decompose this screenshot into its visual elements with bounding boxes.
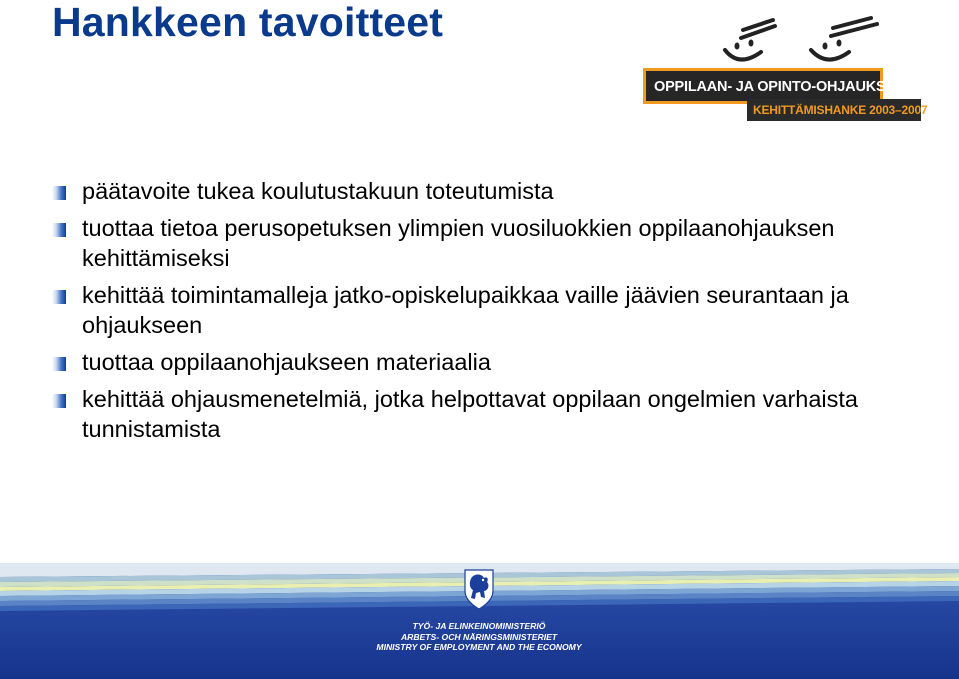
list-item [52, 347, 912, 377]
list-item [52, 384, 912, 444]
project-logo [643, 10, 928, 122]
list-item-text: tuottaa tietoa perusopetuksen ylimpien vuosiluokkien oppilaanohjauksen kehittämiseksi [82, 215, 835, 271]
ministry-name-sv: ARBETS- OCH NÄRINGSMINISTERIET [400, 631, 558, 642]
list-item [52, 176, 912, 206]
list-item [52, 280, 912, 340]
list-item-text: päätavoite tukea koulutustakuun toteutumista [82, 178, 554, 204]
logo-line1: OPPILAAN- JA OPINTO-OHJAUKSEN [654, 79, 906, 95]
logo-line2: KEHITTÄMISHANKE 2003–2007 [753, 103, 928, 117]
logo-subbanner [747, 99, 928, 121]
slide-title: Hankkeen tavoitteet [52, 0, 444, 45]
gradient-square-bullet-icon [52, 394, 66, 408]
gradient-square-bullet-icon [52, 357, 66, 371]
ministry-name [373, 621, 585, 653]
smiling-faces-icon [721, 12, 891, 68]
list-item [52, 213, 912, 273]
ministry-name-en: MINISTRY OF EMPLOYMENT AND THE ECONOMY [376, 642, 582, 652]
finnish-lion-emblem-icon [462, 567, 496, 611]
ministry-footer [0, 563, 959, 679]
gradient-square-bullet-icon [52, 223, 66, 237]
list-item-text: tuottaa oppilaanohjaukseen materiaalia [82, 349, 491, 375]
gradient-square-bullet-icon [52, 186, 66, 200]
ministry-name-fi: TYÖ- JA ELINKEINOMINISTERIÖ [412, 621, 546, 631]
goal-list [52, 176, 912, 451]
gradient-square-bullet-icon [52, 290, 66, 304]
list-item-text: kehittää toimintamalleja jatko-opiskelupaikkaa vaille jäävien seurantaan ja ohjaukseen [82, 282, 849, 338]
list-item-text: kehittää ohjausmenetelmiä, jotka helpottavat oppilaan ongelmien varhaista tunnistamista [82, 386, 858, 442]
